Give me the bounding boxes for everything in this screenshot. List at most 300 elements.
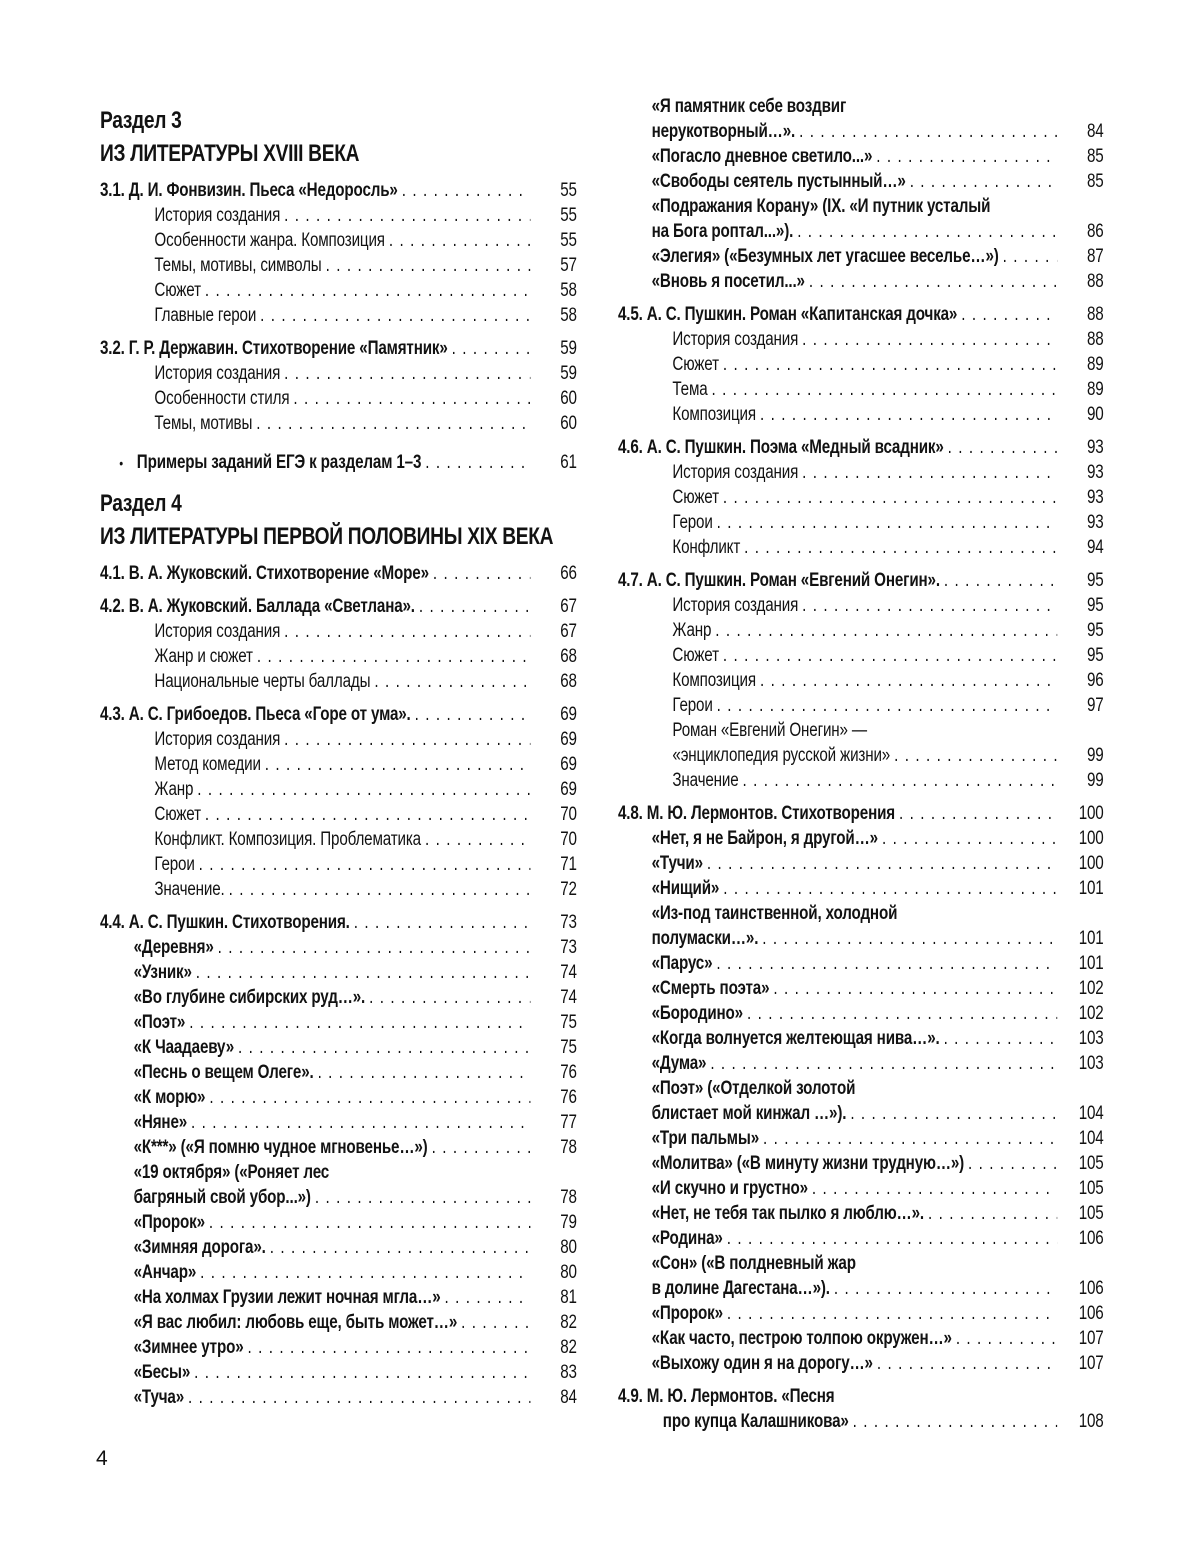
dot-leader	[739, 768, 1058, 793]
dot-leader	[808, 1176, 1057, 1201]
page-number: 100	[1078, 853, 1104, 874]
page-number: 80	[560, 1262, 577, 1283]
toc-entry-topic	[100, 278, 577, 303]
dot-leader	[192, 960, 531, 985]
toc-entry-line	[652, 1176, 1104, 1201]
entry-title: «Поэт»	[133, 1012, 186, 1033]
page-number: 58	[560, 305, 577, 326]
toc-entry-topic	[618, 485, 1104, 510]
entry-title: «Вновь я посетил...»	[651, 271, 805, 292]
toc-entry-line	[652, 1126, 1104, 1151]
toc-entry-chapter	[618, 568, 1104, 593]
dot-leader	[952, 1326, 1057, 1351]
page-number: 57	[560, 255, 577, 276]
toc-entry-topic	[100, 203, 577, 228]
toc-entry-line	[134, 985, 577, 1010]
dot-leader	[457, 1310, 530, 1335]
page-number: 101	[1078, 928, 1104, 949]
toc-entry-topic	[618, 327, 1104, 352]
dot-leader	[878, 826, 1057, 851]
toc-entry-line	[134, 1035, 577, 1060]
dot-leader	[196, 1260, 530, 1285]
toc-entry-work	[618, 851, 1104, 876]
entry-title: «19 октября» («Роняет лес	[133, 1162, 330, 1183]
entry-title: «Зимнее утро»	[133, 1337, 244, 1358]
toc-entry-topic	[618, 768, 1104, 793]
entry-title: Особенности жанра. Композиция	[154, 230, 385, 251]
entry-title: про купца Калашникова»	[662, 1411, 849, 1432]
page-number: 103	[1078, 1028, 1104, 1049]
page-number: 73	[560, 937, 577, 958]
toc-entry-work	[100, 1035, 577, 1060]
entry-title: Конфликт. Композиция. Проблематика	[154, 829, 421, 850]
toc-entry-line	[154, 386, 576, 411]
entry-title: Герои	[672, 512, 713, 533]
page-number: 75	[560, 1012, 577, 1033]
page-number: 61	[560, 452, 577, 473]
dot-leader	[964, 1151, 1057, 1176]
toc-entry-work	[618, 1251, 1104, 1301]
entry-title: Сюжет	[672, 645, 719, 666]
entry-title: «Нет, не тебя так пылко я люблю…».	[651, 1203, 924, 1224]
toc-entry-line	[137, 450, 577, 475]
page-number: 89	[1087, 354, 1104, 375]
dot-leader	[429, 561, 531, 586]
entry-title: Роман «Евгений Онегин» —	[672, 720, 867, 741]
dot-leader	[708, 377, 1058, 402]
entry-title: 4.2. В. А. Жуковский. Баллада «Светлана».	[100, 596, 415, 617]
toc-entry-work	[618, 1326, 1104, 1351]
dot-leader	[322, 253, 531, 278]
page-number: 105	[1078, 1153, 1104, 1174]
toc-entry-chapter	[618, 1384, 1104, 1434]
toc-entry-topic	[100, 727, 577, 752]
entry-title: «Когда волнуется желтеющая нива…».	[651, 1028, 940, 1049]
entry-title: Темы, мотивы	[154, 413, 253, 434]
entry-title: «На холмах Грузии лежит ночная мгла…»	[133, 1287, 441, 1308]
toc-entry-topic	[618, 510, 1104, 535]
toc-entry-line	[154, 827, 576, 852]
entry-title: «Погасло дневное светило...»	[651, 146, 873, 167]
dot-leader	[441, 1285, 531, 1310]
toc-entry-line	[154, 361, 576, 386]
dot-leader	[795, 119, 1057, 144]
dot-leader	[244, 1335, 531, 1360]
toc-entry-line	[100, 594, 577, 619]
page-number: 88	[1087, 329, 1104, 350]
dot-leader	[185, 1010, 530, 1035]
page-number: 60	[560, 413, 577, 434]
entry-title: Композиция	[672, 670, 756, 691]
page-number: 102	[1078, 1003, 1104, 1024]
page-number: 69	[560, 754, 577, 775]
dot-leader	[261, 752, 531, 777]
toc-entry-work	[100, 1385, 577, 1410]
entry-title: 4.8. М. Ю. Лермонтов. Стихотворения	[618, 803, 895, 824]
page-number: 84	[560, 1387, 577, 1408]
toc-entry-line	[672, 460, 1103, 485]
toc-entry-line	[652, 851, 1104, 876]
toc-entry-work	[100, 1285, 577, 1310]
toc-entry-topic	[618, 377, 1104, 402]
toc-entry-line	[154, 253, 576, 278]
entry-title: «Няне»	[133, 1112, 188, 1133]
toc-entry-line	[652, 1301, 1104, 1326]
toc-entry-line	[618, 801, 1104, 826]
toc-entry-line	[100, 561, 577, 586]
toc-entry-topic	[100, 777, 577, 802]
dot-leader	[365, 985, 530, 1010]
toc-column-left	[100, 104, 577, 1410]
toc-entry-topic	[100, 303, 577, 328]
toc-entry-chapter	[618, 302, 1104, 327]
toc-entry-line	[154, 877, 576, 902]
toc-entry-work	[618, 1201, 1104, 1226]
toc-entry-work	[618, 1026, 1104, 1051]
page-number: 78	[560, 1187, 577, 1208]
toc-entry-topic	[100, 619, 577, 644]
toc-entry-line	[154, 802, 576, 827]
toc-entry-bullet	[100, 450, 577, 475]
dot-leader	[957, 302, 1057, 327]
dot-leader	[719, 876, 1057, 901]
toc-entry-line	[652, 1051, 1104, 1076]
toc-entry-line	[134, 1185, 577, 1210]
toc-entry-chapter	[100, 178, 577, 203]
entry-title: Значение.	[154, 879, 225, 900]
toc-entry-topic	[100, 386, 577, 411]
toc-entry-topic	[100, 411, 577, 436]
toc-entry-line	[652, 269, 1104, 294]
toc-entry-line	[154, 752, 576, 777]
entry-title: «Дума»	[651, 1053, 707, 1074]
toc-entry-line	[154, 669, 576, 694]
dot-leader	[415, 594, 531, 619]
page-number: 93	[1087, 437, 1104, 458]
toc-entry-line	[652, 1276, 1104, 1301]
section-heading-line: Раздел 4	[100, 490, 182, 517]
dot-leader	[713, 510, 1058, 535]
page-number: 93	[1087, 487, 1104, 508]
toc-entry-work	[100, 1260, 577, 1285]
entry-title: «Молитва» («В минуту жизни трудную…»)	[651, 1153, 965, 1174]
page-number: 73	[560, 912, 577, 933]
entry-title: Жанр и сюжет	[154, 646, 253, 667]
toc-entry-topic	[618, 535, 1104, 560]
entry-title: «Туча»	[133, 1387, 184, 1408]
dot-leader	[849, 1409, 1058, 1434]
dot-leader	[421, 450, 530, 475]
page-number: 83	[560, 1362, 577, 1383]
toc-entry-line	[154, 411, 576, 436]
toc-entry-work	[100, 1060, 577, 1085]
entry-title: «Я памятник себе воздвиг	[651, 96, 847, 117]
page-number: 55	[560, 180, 577, 201]
entry-title: «Деревня»	[133, 937, 214, 958]
page-number: 79	[560, 1212, 577, 1233]
toc-entry-line	[134, 1260, 577, 1285]
toc-entry-work	[100, 960, 577, 985]
toc-entry-line	[672, 377, 1103, 402]
toc-entry-line	[652, 1326, 1104, 1351]
toc-entry-line	[134, 1060, 577, 1085]
toc-entry-work	[100, 985, 577, 1010]
dot-leader	[184, 1385, 530, 1410]
toc-entry-line	[134, 1360, 577, 1385]
entry-title: Конфликт	[672, 537, 741, 558]
entry-title: «Во глубине сибирских руд…».	[133, 987, 366, 1008]
entry-title: 4.7. А. С. Пушкин. Роман «Евгений Онегин».	[618, 570, 940, 591]
toc-entry-topic	[618, 693, 1104, 718]
entry-title: Герои	[672, 695, 713, 716]
toc-entry-topic	[100, 669, 577, 694]
toc-entry-work	[618, 1301, 1104, 1326]
dot-leader	[756, 668, 1057, 693]
page-number: 105	[1078, 1178, 1104, 1199]
page-number: 107	[1078, 1353, 1104, 1374]
entry-title: История создания	[672, 462, 799, 483]
toc-entry-topic	[100, 752, 577, 777]
entry-title: История создания	[154, 621, 281, 642]
toc-entry-work	[618, 1226, 1104, 1251]
page-number: 106	[1078, 1228, 1104, 1249]
page-number: 104	[1078, 1128, 1104, 1149]
dot-leader	[872, 144, 1057, 169]
toc-entry-chapter	[100, 594, 577, 619]
toc-entry-line	[652, 1101, 1104, 1126]
toc-entry-line	[618, 568, 1104, 593]
page-number: 101	[1078, 878, 1104, 899]
page-number: 80	[560, 1237, 577, 1258]
page-number: 107	[1078, 1328, 1104, 1349]
toc-entry-topic	[100, 228, 577, 253]
toc-entry-line	[652, 144, 1104, 169]
dot-leader	[280, 727, 530, 752]
entry-title: История создания	[672, 595, 799, 616]
toc-entry-topic	[100, 877, 577, 902]
toc-entry-work	[100, 1110, 577, 1135]
dot-leader	[712, 951, 1057, 976]
page-number: 85	[1087, 171, 1104, 192]
entry-title: 4.9. М. Ю. Лермонтов. «Песня	[618, 1386, 835, 1407]
dot-leader	[411, 702, 531, 727]
dot-leader	[846, 1101, 1057, 1126]
toc-entry-work	[618, 1051, 1104, 1076]
entry-title: «Три пальмы»	[651, 1128, 760, 1149]
entry-title: «Зимняя дорога».	[133, 1237, 266, 1258]
entry-title: «К***» («Я помню чудное мгновенье…»)	[133, 1137, 428, 1158]
toc-entry-work	[100, 1085, 577, 1110]
entry-title: Особенности стиля	[154, 388, 290, 409]
dot-leader	[428, 1135, 531, 1160]
entry-title: 3.1. Д. И. Фонвизин. Пьеса «Недоросль»	[100, 180, 398, 201]
entry-title: «Узник»	[133, 962, 192, 983]
page-number: 95	[1087, 570, 1104, 591]
page-number: 88	[1087, 304, 1104, 325]
entry-title: «Песнь о вещем Олеге».	[133, 1062, 314, 1083]
toc-entry-work	[100, 1360, 577, 1385]
toc-entry-work	[618, 144, 1104, 169]
toc-entry-line	[652, 951, 1104, 976]
toc-entry-line	[652, 1351, 1104, 1376]
toc-entry-line	[652, 219, 1104, 244]
dot-leader	[190, 1360, 530, 1385]
dot-leader	[314, 1060, 531, 1085]
entry-title: Жанр	[672, 620, 712, 641]
toc-entry-work	[100, 1135, 577, 1160]
entry-title: Значение	[672, 770, 739, 791]
page-number: 95	[1087, 645, 1104, 666]
dot-leader	[195, 852, 531, 877]
dot-leader	[205, 1085, 530, 1110]
page-number: 106	[1078, 1303, 1104, 1324]
toc-entry-line	[134, 1210, 577, 1235]
toc-entry-line	[134, 935, 577, 960]
page-number: 82	[560, 1312, 577, 1333]
toc-entry-line	[672, 618, 1103, 643]
entry-title: 4.4. А. С. Пушкин. Стихотворения.	[100, 912, 350, 933]
page-number: 66	[560, 563, 577, 584]
dot-leader	[214, 935, 531, 960]
page-number: 85	[1087, 146, 1104, 167]
page-number: 95	[1087, 595, 1104, 616]
toc-entry-line	[652, 1201, 1104, 1226]
entry-title: блистает мой кинжал …»).	[651, 1103, 847, 1124]
page-number: 96	[1087, 670, 1104, 691]
toc-entry-work	[618, 876, 1104, 901]
page-number: 94	[1087, 537, 1104, 558]
toc-entry-topic	[100, 361, 577, 386]
toc-entry-line	[134, 1135, 577, 1160]
toc-entry-topic	[618, 593, 1104, 618]
toc-entry-line	[672, 352, 1103, 377]
page-number: 58	[560, 280, 577, 301]
dot-leader	[201, 802, 531, 827]
toc-entry-line	[672, 535, 1103, 560]
page-number: 76	[560, 1087, 577, 1108]
toc-entry-line	[154, 303, 576, 328]
dot-leader	[873, 1351, 1057, 1376]
dot-leader	[723, 1226, 1057, 1251]
dot-leader	[703, 851, 1057, 876]
toc-entry-line	[652, 119, 1104, 144]
dot-leader	[448, 336, 531, 361]
dot-leader	[743, 1001, 1057, 1026]
toc-entry-line	[672, 743, 1103, 768]
toc-entry-work	[100, 1310, 577, 1335]
page-number: 75	[560, 1037, 577, 1058]
toc-entry-work	[618, 269, 1104, 294]
toc-entry-work	[618, 1176, 1104, 1201]
toc-entry-topic	[618, 668, 1104, 693]
page-number: 90	[1087, 404, 1104, 425]
dot-leader	[711, 618, 1057, 643]
page-number: 71	[560, 854, 577, 875]
toc-entry-line	[672, 693, 1103, 718]
dot-leader	[370, 669, 530, 694]
dot-leader	[756, 402, 1057, 427]
toc-entry-chapter	[100, 702, 577, 727]
toc-entry-topic	[100, 644, 577, 669]
page-number: 89	[1087, 379, 1104, 400]
toc-entry-chapter	[100, 910, 577, 935]
page-number: 86	[1087, 221, 1104, 242]
page-number: 68	[560, 671, 577, 692]
folio-page-number: 4	[96, 1447, 108, 1470]
toc-column-right	[618, 94, 1104, 1434]
toc-entry-topic	[618, 718, 1104, 768]
toc-entry-line	[154, 644, 576, 669]
page-number: 104	[1078, 1103, 1104, 1124]
toc-entry-line	[134, 1010, 577, 1035]
entry-title: «Подражания Корану» (IX. «И путник усталый	[651, 196, 991, 217]
toc-entry-line	[100, 910, 577, 935]
page-number: 67	[560, 596, 577, 617]
toc-entry-work	[618, 1076, 1104, 1126]
page-number: 74	[560, 987, 577, 1008]
entry-title: «Выхожу один я на дорогу…»	[651, 1353, 873, 1374]
bullet-icon: •	[119, 455, 123, 471]
page-number: 106	[1078, 1278, 1104, 1299]
section-heading	[100, 487, 577, 553]
page-number: 100	[1078, 828, 1104, 849]
page-number: 105	[1078, 1203, 1104, 1224]
toc-entry-line	[652, 926, 1104, 951]
dot-leader	[256, 303, 530, 328]
page-number: 74	[560, 962, 577, 983]
toc-entry-work	[618, 194, 1104, 244]
toc-entry-topic	[618, 618, 1104, 643]
page-number: 59	[560, 363, 577, 384]
entry-title: в долине Дагестана…»).	[651, 1278, 830, 1299]
toc-entry-line	[672, 485, 1103, 510]
dot-leader	[385, 228, 531, 253]
page-number: 55	[560, 230, 577, 251]
page-number: 93	[1087, 462, 1104, 483]
entry-title: Сюжет	[672, 487, 719, 508]
dot-leader	[266, 1235, 531, 1260]
page-number: 55	[560, 205, 577, 226]
entry-title: «Бородино»	[651, 1003, 743, 1024]
toc-entry-line	[134, 1235, 577, 1260]
entry-title: «К морю»	[133, 1087, 206, 1108]
entry-title: Тема	[672, 379, 708, 400]
entry-title: «Из-под таинственной, холодной	[651, 903, 898, 924]
entry-title: История создания	[154, 729, 281, 750]
toc-entry-line	[652, 1226, 1104, 1251]
page-number: 93	[1087, 512, 1104, 533]
entry-title: 4.6. А. С. Пушкин. Поэма «Медный всадник»	[618, 437, 944, 458]
dot-leader	[289, 386, 530, 411]
page-number: 103	[1078, 1053, 1104, 1074]
dot-leader	[769, 976, 1057, 1001]
dot-leader	[350, 910, 531, 935]
toc-entry-line	[652, 1026, 1104, 1051]
entry-title: «Парус»	[651, 953, 713, 974]
toc-entry-topic	[618, 402, 1104, 427]
dot-leader	[706, 1051, 1057, 1076]
page-number: 84	[1087, 121, 1104, 142]
dot-leader	[719, 643, 1057, 668]
section-heading-line: ИЗ ЛИТЕРАТУРЫ XVIII ВЕКА	[100, 140, 360, 167]
page-number: 69	[560, 729, 577, 750]
entry-title: «Анчар»	[133, 1262, 197, 1283]
dot-leader	[798, 327, 1057, 352]
page-number: 70	[560, 804, 577, 825]
toc-entry-work	[618, 1001, 1104, 1026]
entry-title: «энциклопедия русской жизни»	[672, 745, 891, 766]
page-number: 102	[1078, 978, 1104, 999]
